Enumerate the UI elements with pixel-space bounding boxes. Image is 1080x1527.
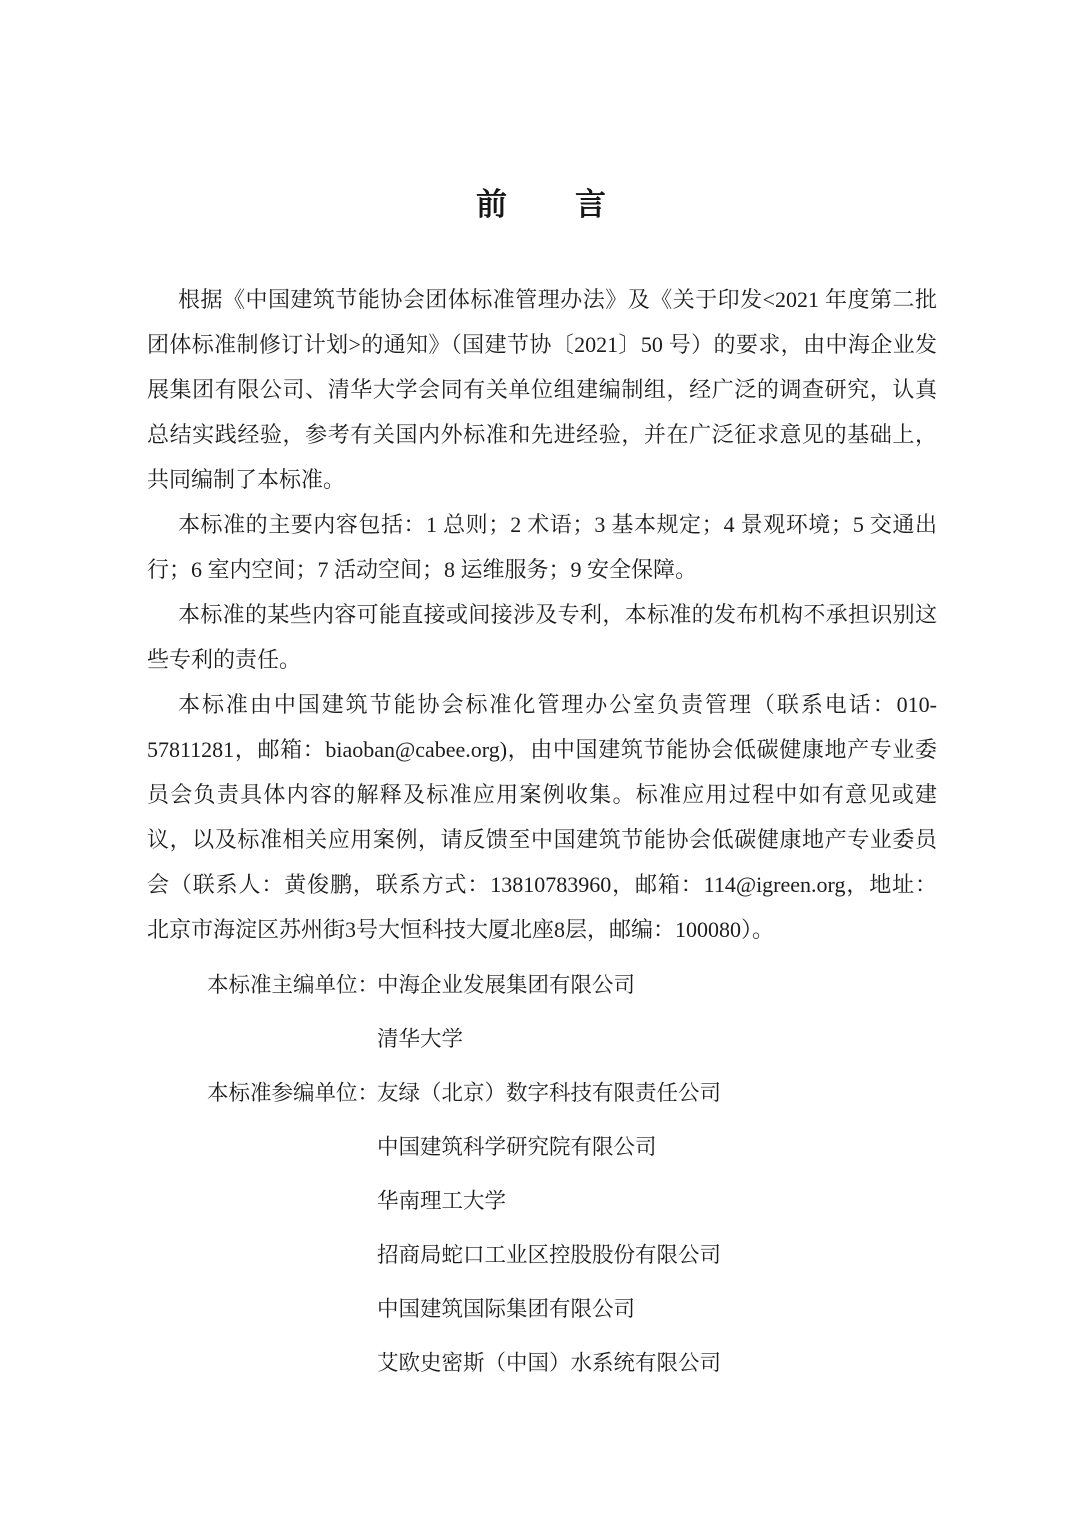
org-name: 艾欧史密斯（中国）水系统有限公司 <box>377 1351 722 1375</box>
participating-editor-label: 本标准参编单位： <box>207 1081 380 1105</box>
org-name: 清华大学 <box>377 1027 464 1051</box>
org-name: 中国建筑科学研究院有限公司 <box>377 1135 657 1159</box>
preface-paragraph-patents: 本标准的某些内容可能直接或间接涉及专利，本标准的发布机构不承担识别这些专利的责任。 <box>147 602 937 672</box>
editor-row <box>207 958 937 1012</box>
preface-paragraph-basis: 根据《中国建筑节能协会团体标准管理办法》及《关于印发<2021 年度第二批团体标准制修订计划>的通知》（国建节协〔2021〕50 号）的要求，由中海企业发展集团有限公司、清华大学会同有关单位组建编制组，经广泛的调查研究，认真总结实践经验，参考有关国内外标准和先进经验，并在广泛征求意见的基础上，共同编制了本标准。 <box>147 287 937 492</box>
editor-row <box>207 1012 937 1066</box>
org-name: 招商局蛇口工业区控股股份有限公司 <box>377 1243 722 1267</box>
page-content <box>147 183 937 1390</box>
editor-row <box>207 1336 937 1390</box>
chief-editor-label: 本标准主编单位： <box>207 973 380 997</box>
editor-row <box>207 1066 937 1120</box>
preface-paragraph-contents: 本标准的主要内容包括：1 总则；2 术语；3 基本规定；4 景观环境；5 交通出行；6 室内空间；7 活动空间；8 运维服务；9 安全保障。 <box>147 512 937 582</box>
editor-row <box>207 1228 937 1282</box>
editor-row <box>207 1282 937 1336</box>
org-name: 中国建筑国际集团有限公司 <box>377 1297 636 1321</box>
editor-row <box>207 1174 937 1228</box>
page-title: 前 言 <box>476 187 608 222</box>
editors-block <box>147 958 937 1390</box>
preface-paragraph-management: 本标准由中国建筑节能协会标准化管理办公室负责管理（联系电话：010-57811281，邮箱：biaoban@cabee.org)，由中国建筑节能协会低碳健康地产专业委员会负责具体内容的解释及标准应用案例收集。标准应用过程中如有意见或建议，以及标准相关应用案例，请反馈至中国建筑节能协会低碳健康地产专业委员会（联系人：黄俊鹏，联系方式：13810783960，邮箱：114@igreen.org，地址：北京市海淀区苏州街3号大恒科技大厦北座8层，邮编：100080）。 <box>147 692 937 942</box>
org-name: 友绿（北京）数字科技有限责任公司 <box>377 1081 722 1105</box>
org-name: 华南理工大学 <box>377 1189 507 1213</box>
editor-row <box>207 1120 937 1174</box>
org-name: 中海企业发展集团有限公司 <box>377 973 636 997</box>
